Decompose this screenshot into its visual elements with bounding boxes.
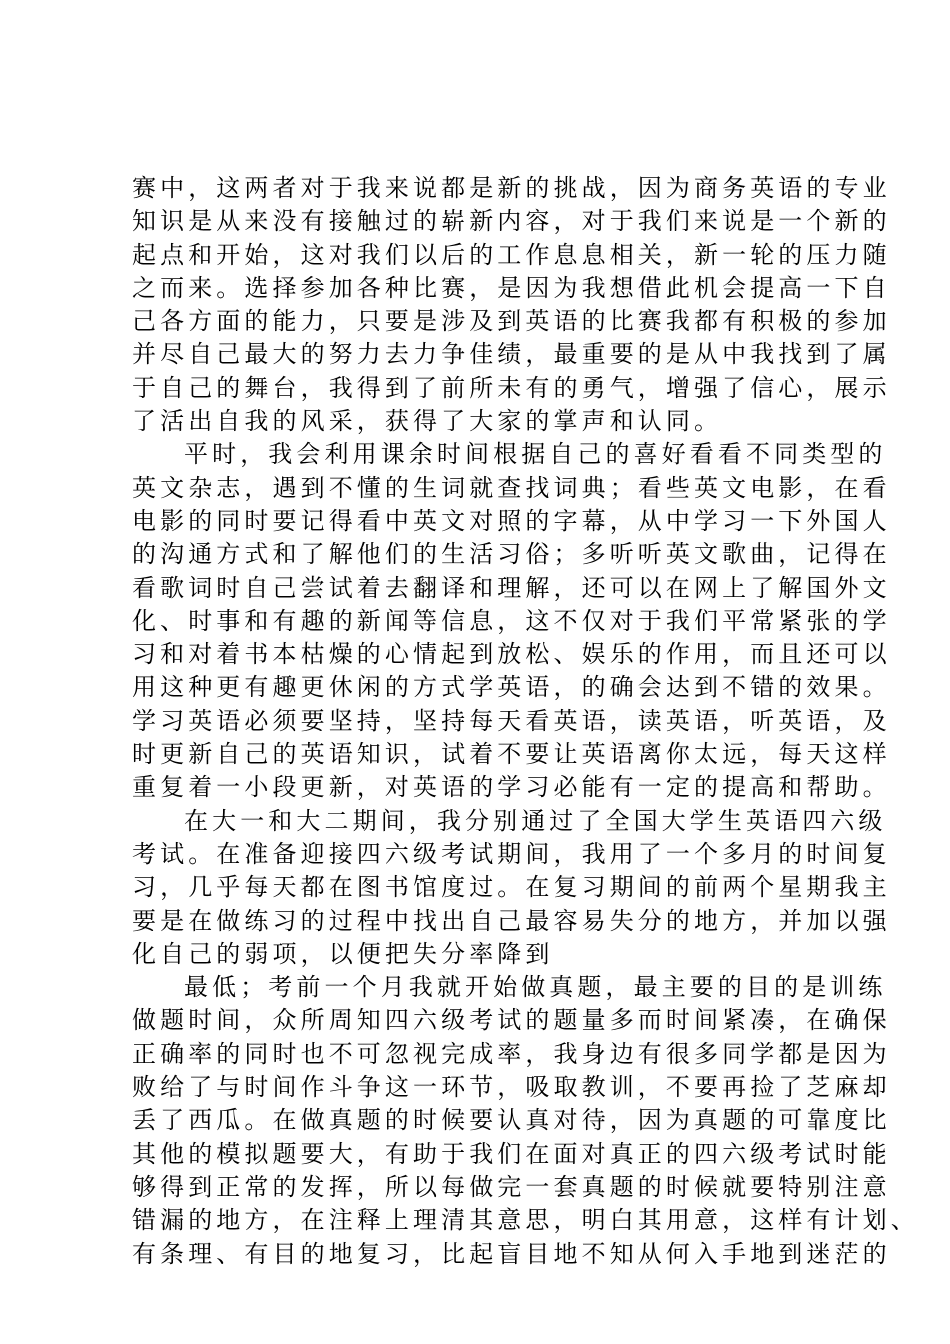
- text-line: 在大一和大二期间，我分别通过了全国大学生英语四六级: [184, 806, 887, 835]
- text-line: 赛中，这两者对于我来说都是新的挑战，因为商务英语的专业: [132, 174, 891, 202]
- text-line: 学习英语必须要坚持，坚持每天看英语，读英语，听英语，及: [132, 706, 891, 735]
- text-line: 了活出自我的风采，获得了大家的掌声和认同。: [132, 407, 723, 436]
- text-line: 其他的模拟题要大，有助于我们在面对真正的四六级考试时能: [132, 1139, 891, 1168]
- text-line: 考试。在准备迎接四六级考试期间，我用了一个多月的时间复: [132, 839, 891, 868]
- text-line: 用这种更有趣更休闲的方式学英语，的确会达到不错的效果。: [132, 673, 891, 702]
- text-line: 平时，我会利用课余时间根据自己的喜好看看不同类型的: [184, 440, 887, 469]
- text-line: 够得到正常的发挥，所以每做完一套真题的时候就要特别注意: [132, 1172, 891, 1201]
- text-line: 重复着一小段更新，对英语的学习必能有一定的提高和帮助。: [132, 773, 891, 802]
- text-line: 最低；考前一个月我就开始做真题，最主要的目的是训练: [184, 973, 887, 1002]
- text-line: 电影的同时要记得看中英文对照的字幕，从中学习一下外国人: [132, 506, 891, 535]
- text-line: 正确率的同时也不可忽视完成率，我身边有很多同学都是因为: [132, 1039, 891, 1068]
- paragraph: [132, 971, 919, 1271]
- text-line: 化自己的弱项，以便把失分率降到: [132, 939, 554, 968]
- text-line: 错漏的地方，在注释上理清其意思，明白其用意，这样有计划、: [132, 1206, 919, 1235]
- text-line: 习和对着书本枯燥的心情起到放松、娱乐的作用，而且还可以: [132, 640, 891, 669]
- text-line: 要是在做练习的过程中找出自己最容易失分的地方，并加以强: [132, 906, 891, 935]
- paragraph: [132, 805, 891, 971]
- text-line: 的沟通方式和了解他们的生活习俗；多听听英文歌曲，记得在: [132, 540, 891, 569]
- text-line: 知识是从来没有接触过的崭新内容，对于我们来说是一个新的: [132, 207, 891, 236]
- text-line: 丢了西瓜。在做真题的时候要认真对待，因为真题的可靠度比: [132, 1106, 891, 1135]
- paragraph: [132, 438, 891, 804]
- text-line: 己各方面的能力，只要是涉及到英语的比赛我都有积极的参加: [132, 307, 891, 336]
- text-line: 时更新自己的英语知识，试着不要让英语离你太远，每天这样: [132, 740, 891, 769]
- text-line: 习，几乎每天都在图书馆度过。在复习期间的前两个星期我主: [132, 873, 891, 902]
- text-line: 做题时间，众所周知四六级考试的题量多而时间紧凑，在确保: [132, 1006, 891, 1035]
- text-line: 并尽自己最大的努力去力争佳绩，最重要的是从中我找到了属: [132, 340, 891, 369]
- paragraph: [132, 172, 891, 438]
- document-body: [132, 172, 919, 1271]
- text-line: 化、时事和有趣的新闻等信息，这不仅对于我们平常紧张的学: [132, 606, 891, 635]
- text-line: 英文杂志，遇到不懂的生词就查找词典；看些英文电影，在看: [132, 473, 891, 502]
- text-line: 败给了与时间作斗争这一环节，吸取教训，不要再捡了芝麻却: [132, 1073, 891, 1102]
- text-line: 看歌词时自己尝试着去翻译和理解，还可以在网上了解国外文: [132, 573, 891, 602]
- text-line: 于自己的舞台，我得到了前所未有的勇气，增强了信心，展示: [132, 373, 891, 402]
- text-line: 之而来。选择参加各种比赛，是因为我想借此机会提高一下自: [132, 273, 891, 302]
- text-line: 有条理、有目的地复习，比起盲目地不知从何入手地到迷茫的: [132, 1239, 891, 1268]
- text-line: 起点和开始，这对我们以后的工作息息相关，新一轮的压力随: [132, 240, 891, 269]
